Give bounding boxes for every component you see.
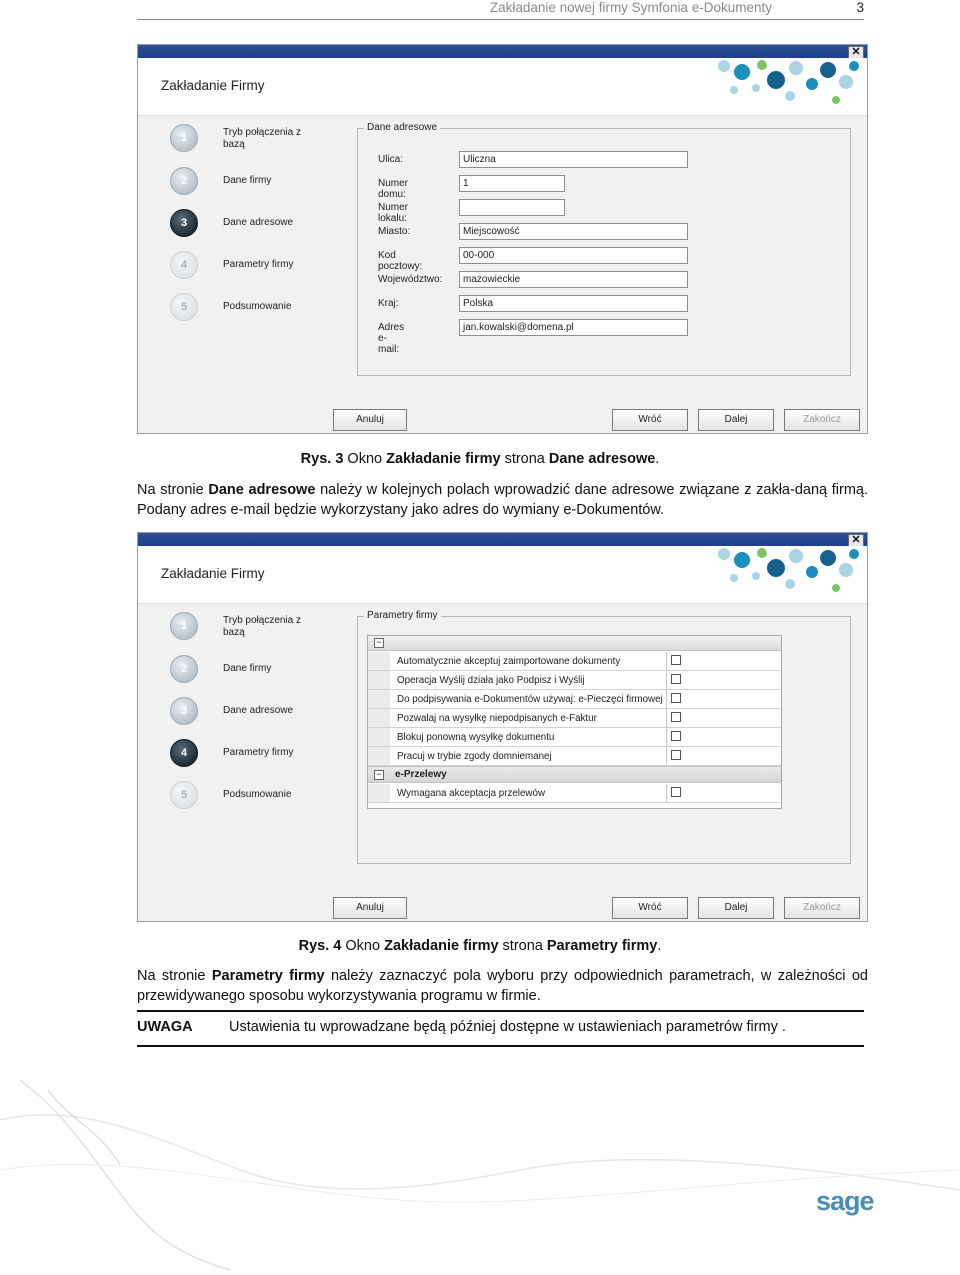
close-button[interactable]: ✕	[848, 46, 864, 59]
dialog-body	[138, 603, 867, 921]
step-number: 3	[170, 209, 198, 237]
column-separator	[666, 747, 667, 765]
param-row[interactable]	[368, 690, 781, 709]
step-label: Tryb połączenia z bazą	[223, 127, 301, 150]
param-label: Wymagana akceptacja przelewów	[397, 788, 546, 799]
note-text: Ustawienia tu wprowadzane będą później dostępne w ustawieniach parametrów firmy .	[229, 1019, 786, 1035]
collapse-icon[interactable]: −	[374, 770, 384, 780]
apartment-number-input[interactable]	[459, 199, 565, 216]
column-separator	[666, 709, 667, 727]
step-number: 2	[170, 167, 198, 195]
param-row[interactable]	[368, 671, 781, 690]
step-label: Dane adresowe	[223, 217, 294, 228]
field-label: Numer domu:	[378, 178, 409, 200]
column-separator	[666, 728, 667, 746]
step-number: 4	[170, 739, 198, 767]
param-checkbox[interactable]	[671, 693, 681, 703]
column-separator	[666, 784, 667, 802]
step-number: 1	[170, 612, 198, 640]
wizard-step[interactable]	[166, 251, 366, 291]
param-checkbox[interactable]	[671, 712, 681, 722]
row-gutter	[368, 671, 390, 689]
step-number: 4	[170, 251, 198, 279]
caption-window-name: Zakładanie firmy	[384, 938, 499, 954]
param-checkbox[interactable]	[671, 787, 681, 797]
step-number: 5	[170, 781, 198, 809]
field-label: Kraj:	[378, 298, 399, 309]
param-row[interactable]	[368, 709, 781, 728]
param-label: Operacja Wyślij działa jako Podpisz i Wyślij	[397, 675, 585, 686]
param-label: Pracuj w trybie zgody domniemanej	[397, 751, 552, 762]
paragraph-bold: Parametry firmy	[211, 968, 325, 984]
column-separator	[666, 690, 667, 708]
back-button[interactable]: Wróć	[612, 409, 688, 431]
dialog-dane-adresowe	[137, 44, 868, 434]
category-label: e-Przelewy	[395, 769, 447, 780]
grid-top-category	[368, 636, 781, 651]
step-label: Dane adresowe	[223, 705, 294, 716]
wizard-step[interactable]	[166, 293, 366, 333]
decorative-swoosh-graphic	[0, 1080, 960, 1275]
house-number-input[interactable]: 1	[459, 175, 565, 192]
row-gutter	[368, 747, 390, 765]
wizard-step[interactable]	[166, 781, 366, 821]
dialog-title: Zakładanie Firmy	[161, 78, 265, 93]
cancel-button[interactable]: Anuluj	[333, 409, 407, 431]
caption-text: Okno	[343, 451, 387, 467]
param-row[interactable]	[368, 652, 781, 671]
param-checkbox[interactable]	[671, 674, 681, 684]
column-separator	[666, 652, 667, 670]
parameters-grid	[367, 635, 782, 809]
page-number: 3	[856, 0, 864, 15]
wizard-step-current[interactable]	[166, 739, 366, 779]
step-label: Podsumowanie	[223, 301, 292, 312]
finish-button[interactable]: Zakończ	[784, 897, 860, 919]
window-titlebar	[138, 533, 867, 546]
parameters-fieldset	[357, 610, 851, 864]
caption-text: Okno	[341, 938, 385, 954]
fieldset-legend: Dane adresowe	[364, 122, 440, 133]
column-separator	[666, 671, 667, 689]
figure-caption-4	[0, 938, 960, 954]
param-label: Do podpisywania e-Dokumentów używaj: e-Pieczęci firmowej	[397, 694, 663, 705]
row-gutter	[368, 652, 390, 670]
step-number: 5	[170, 293, 198, 321]
city-input[interactable]: Miejscowość	[459, 223, 688, 240]
wizard-step[interactable]	[166, 167, 366, 207]
param-row[interactable]	[368, 728, 781, 747]
caption-window-name: Zakładanie firmy	[386, 451, 501, 467]
field-label: Miasto:	[378, 226, 411, 237]
sage-logo: sage	[816, 1186, 874, 1216]
wizard-step-current[interactable]	[166, 209, 366, 249]
caption-prefix: Rys. 3	[300, 451, 344, 467]
step-label: Tryb połączenia z bazą	[223, 615, 301, 638]
caption-text: strona	[498, 938, 547, 954]
wizard-step[interactable]	[166, 655, 366, 695]
back-button[interactable]: Wróć	[612, 897, 688, 919]
step-label: Parametry firmy	[223, 259, 294, 270]
field-label: Ulica:	[378, 154, 404, 165]
cancel-button[interactable]: Anuluj	[333, 897, 407, 919]
fieldset-legend: Parametry firmy	[364, 610, 441, 621]
field-label: Województwo:	[378, 274, 443, 285]
finish-button[interactable]: Zakończ	[784, 409, 860, 431]
note-title: UWAGA	[137, 1019, 193, 1035]
step-label: Podsumowanie	[223, 789, 292, 800]
province-input[interactable]: mazowieckie	[459, 271, 688, 288]
email-input[interactable]: jan.kowalski@domena.pl	[459, 319, 688, 336]
note-box	[137, 1010, 864, 1047]
param-checkbox[interactable]	[671, 731, 681, 741]
param-label: Pozwalaj na wysyłkę niepodpisanych e-Faktur	[397, 713, 597, 724]
param-row[interactable]	[368, 747, 781, 766]
row-gutter	[368, 784, 390, 802]
country-input[interactable]: Polska	[459, 295, 688, 312]
caption-prefix: Rys. 4	[298, 938, 342, 954]
paragraph-address	[137, 480, 868, 520]
decorative-dots-graphic	[704, 546, 864, 603]
caption-suffix: .	[657, 938, 662, 954]
step-label: Dane firmy	[223, 175, 272, 186]
row-gutter	[368, 709, 390, 727]
postal-code-input[interactable]: 00-000	[459, 247, 688, 264]
wizard-step[interactable]	[166, 697, 366, 737]
field-label: Adres e-mail:	[378, 322, 405, 355]
caption-page-name: Dane adresowe	[548, 451, 656, 467]
step-number: 1	[170, 124, 198, 152]
field-label: Numer lokalu:	[378, 202, 409, 224]
dialog-parametry-firmy	[137, 532, 868, 922]
paragraph-text: należy w kolejnych polach wprowadzić dane adresowe związane z zakła-daną firmą. Podany adres e-mail będzie wykorzystany jako adres do wymiany e-Dokumentów.	[137, 482, 868, 518]
step-label: Dane firmy	[223, 663, 272, 674]
caption-text: strona	[500, 451, 549, 467]
wizard-step[interactable]	[166, 124, 366, 164]
paragraph-text: Na stronie	[137, 482, 209, 498]
param-row[interactable]	[368, 784, 781, 803]
close-button[interactable]: ✕	[848, 534, 864, 547]
address-fieldset	[357, 122, 851, 376]
param-label: Blokuj ponowną wysyłkę dokumentu	[397, 732, 555, 743]
paragraph-parameters	[137, 966, 868, 1006]
decorative-dots-graphic	[704, 58, 864, 115]
param-checkbox[interactable]	[671, 750, 681, 760]
step-number: 2	[170, 655, 198, 683]
page-header	[137, 0, 864, 20]
window-titlebar	[138, 45, 867, 58]
grid-category-e-przelewy[interactable]	[368, 766, 781, 783]
next-button[interactable]: Dalej	[698, 409, 774, 431]
header-title: Zakładanie nowej firmy Symfonia e-Dokumenty	[489, 0, 772, 15]
paragraph-bold: Dane adresowe	[208, 482, 316, 498]
field-label: Kod pocztowy:	[378, 250, 423, 272]
paragraph-text: Na stronie	[137, 968, 212, 984]
step-label: Parametry firmy	[223, 747, 294, 758]
param-checkbox[interactable]	[671, 655, 681, 665]
caption-page-name: Parametry firmy	[546, 938, 658, 954]
paragraph-text: należy zaznaczyć pola wyboru przy odpowiednich parametrach, w zależności od przewidywanego sposobu wykorzystywania programu w firmie.	[137, 968, 868, 1004]
step-number: 3	[170, 697, 198, 725]
param-label: Automatycznie akceptuj zaimportowane dokumenty	[397, 656, 621, 667]
street-input[interactable]: Uliczna	[459, 151, 688, 168]
caption-suffix: .	[655, 451, 660, 467]
figure-caption-3	[0, 451, 960, 467]
row-gutter	[368, 690, 390, 708]
row-gutter	[368, 728, 390, 746]
wizard-step[interactable]	[166, 612, 366, 652]
dialog-title: Zakładanie Firmy	[161, 566, 265, 581]
dialog-body	[138, 115, 867, 433]
next-button[interactable]: Dalej	[698, 897, 774, 919]
collapse-icon[interactable]: −	[374, 638, 384, 648]
